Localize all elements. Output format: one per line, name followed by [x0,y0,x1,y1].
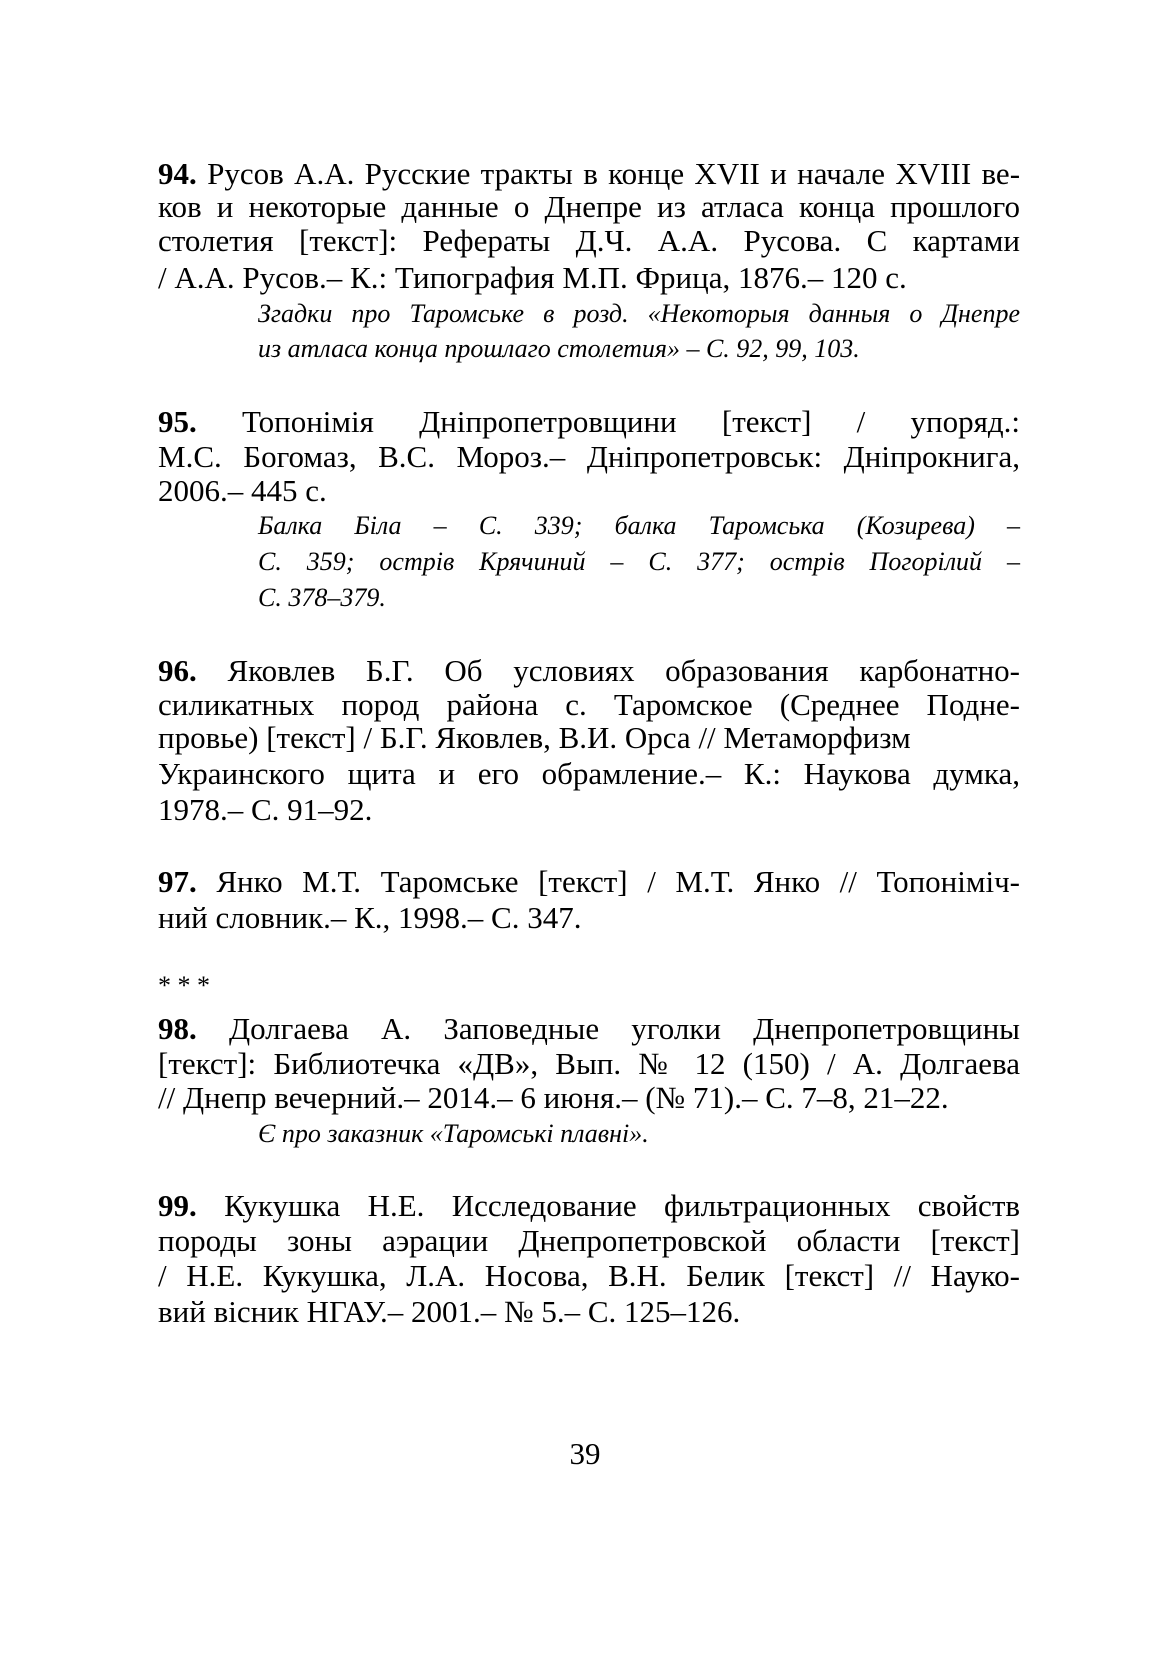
entry-line: породы зоны аэрации Днепропетровской области [текст] [158,1223,1020,1258]
entry-line: 97. Янко М.Т. Таромське [текст] / М.Т. Янко // Топоніміч- [158,864,1021,899]
entry-annotation-line: Є про заказник «Таромські плавні». [258,1119,649,1148]
entry-number: 98. [158,1011,197,1046]
entry-line: [текст]: Библиотечка «ДВ», Вып. № 12 (150) / А. Долгаева [158,1046,1020,1081]
entry-line: ний словник.– К., 1998.– С. 347. [158,900,582,935]
entry-line: // Днепр вечерний.– 2014.– 6 июня.– (№ 71).– С. 7–8, 21–22. [158,1080,949,1115]
entry-line: 1978.– С. 91–92. [158,792,373,827]
entry-line: М.С. Богомаз, В.С. Мороз.– Дніпропетровськ: Дніпрокнига, [158,439,1020,474]
entry-annotation-line: С. 359; острів Крячиний – С. 377; острів Погорілий – [258,547,1020,576]
entry-line: ков и некоторые данные о Днепре из атласа конца прошлого [158,189,1020,224]
entry-annotation-line: С. 378–379. [258,583,386,612]
entry-number: 96. [158,653,197,688]
entry-line: вий вісник НГАУ.– 2001.– № 5.– С. 125–126. [158,1294,741,1329]
section-separator: * * * [158,971,210,1000]
entry-number: 94. [158,156,197,191]
entry-number: 99. [158,1188,197,1223]
entry-line: 96. Яковлев Б.Г. Об условиях образования карбонатно- [158,653,1021,688]
entry-annotation-line: Балка Біла – С. 339; балка Таромська (Козирева) – [258,511,1020,540]
entry-line: Украинского щита и его обрамление.– К.: Наукова думка, [158,756,1020,791]
entry-line: 99. Кукушка Н.Е. Исследование фильтрационных свойств [158,1188,1020,1223]
entry-line: столетия [текст]: Рефераты Д.Ч. А.А. Русова. С картами [158,223,1020,258]
entry-line: провье) [текст] / Б.Г. Яковлев, В.И. Орса // Метаморфизм [158,720,911,755]
entry-number: 97. [158,864,197,899]
entry-line: 2006.– 445 с. [158,473,327,508]
entry-number: 95. [158,404,197,439]
entry-annotation-line: Згадки про Таромське в розд. «Некоторыя данныя о Днепре [258,299,1020,328]
entry-line: 98. Долгаева А. Заповедные уголки Днепропетровщины [158,1011,1020,1046]
entry-line: 94. Русов А.А. Русские тракты в конце XVII и начале XVIII ве- [158,156,1021,191]
page-number: 39 [569,1436,601,1471]
entry-line: силикатных пород района с. Таромское (Среднее Подне- [158,687,1020,722]
entry-line: / А.А. Русов.– К.: Типография М.П. Фрица, 1876.– 120 с. [158,260,907,295]
entry-line: 95. Топонімія Дніпропетровщини [текст] / упоряд.: [158,404,1020,439]
entry-line: / Н.Е. Кукушка, Л.А. Носова, В.Н. Белик [текст] // Науко- [158,1258,1020,1293]
entry-annotation-line: из атласа конца прошлаго столетия» – С. 92, 99, 103. [258,334,860,363]
